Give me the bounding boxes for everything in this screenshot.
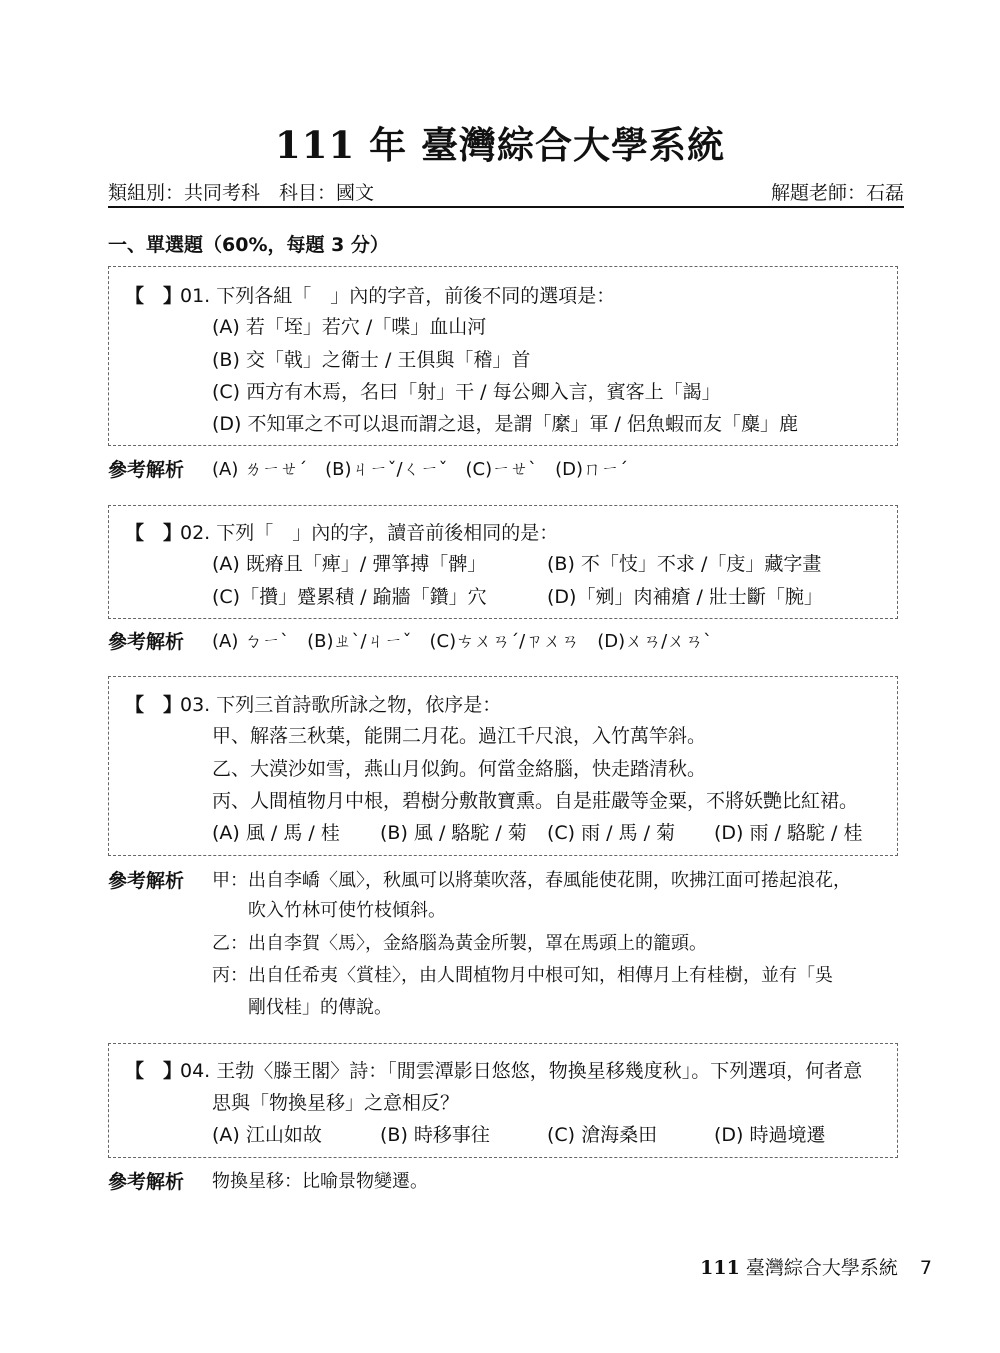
question-stem: 02. 下列「 」內的字，讀音前後相同的是： xyxy=(180,522,559,544)
answer-text: 吹入竹林可使竹枝傾斜。 xyxy=(248,900,446,921)
answer-bracket: 【 】 xyxy=(125,1060,183,1082)
option-b: (B) 風 / 駱駝 / 菊 xyxy=(380,822,527,844)
poem-line-3: 丙、人間植物月中根，碧樹分敷散寶熏。自是莊嚴等金粟，不將妖艷比紅裙。 xyxy=(212,790,859,812)
answer-text: 丙：出自任希夷〈賞桂〉，由人間植物月中根可知，相傳月上有桂樹，並有「吳 xyxy=(212,965,833,986)
poem-line-2: 乙、大漠沙如雪，燕山月似鉤。何當金絡腦，快走踏清秋。 xyxy=(212,758,707,780)
option-c: (C) 滄海桑田 xyxy=(547,1124,658,1146)
section-heading: 一、單選題（60%，每題 3 分） xyxy=(108,234,389,256)
option-d: (D) 不知軍之不可以退而謂之退，是謂「縻」軍 / 侶魚蝦而友「麋」鹿 xyxy=(212,413,798,435)
answer-label: 參考解析 xyxy=(108,1171,185,1193)
footer-title: 臺灣綜合大學系統 xyxy=(745,1257,898,1279)
page-footer xyxy=(700,1253,932,1280)
question-stem: 01. 下列各組「 」內的字音，前後不同的選項是： xyxy=(180,285,616,307)
option-a: (A) 風 / 馬 / 桂 xyxy=(212,822,340,844)
footer-year: 111 xyxy=(700,1257,740,1279)
answer-bracket: 【 】 xyxy=(125,285,183,307)
header-meta xyxy=(108,178,904,205)
answer-label: 參考解析 xyxy=(108,631,185,653)
subject-info: 類組別：共同考科 科目：國文 xyxy=(108,182,375,204)
answer-bracket: 【 】 xyxy=(125,694,183,716)
option-b: (B) 時移事往 xyxy=(380,1124,490,1146)
option-c: (C) 雨 / 馬 / 菊 xyxy=(547,822,676,844)
option-c: (C) 西方有木焉，名曰「射」干 / 每公卿入言，賓客上「謁」 xyxy=(212,381,721,403)
answer-text: (A) ㄌㄧㄝˊ (B)ㄐㄧˇ/ㄑㄧˇ (C)ㄧㄝˋ (D)ㄇㄧˊ xyxy=(212,459,629,480)
option-d: (D)「剜」肉補瘡 / 壯士斷「腕」 xyxy=(547,586,823,608)
option-d: (D) 雨 / 駱駝 / 桂 xyxy=(714,822,863,844)
option-b: (B) 交「戟」之衛士 / 王俱與「稽」首 xyxy=(212,349,531,371)
page-title: 111 年 臺灣綜合大學系統 xyxy=(275,123,725,167)
answer-text: (A) ㄅㄧˋ (B)ㄓˋ/ㄐㄧˇ (C)ㄘㄨㄢˊ/ㄗㄨㄢ (D)ㄨㄢ/ㄨㄢˋ xyxy=(212,631,713,652)
answer-text: 乙：出自李賀〈馬〉，金絡腦為黃金所製，罩在馬頭上的籠頭。 xyxy=(212,933,707,954)
answer-text: 剛伐桂」的傳說。 xyxy=(248,997,392,1018)
teacher-info: 解題老師：石磊 xyxy=(770,182,904,204)
answer-label: 參考解析 xyxy=(108,459,185,481)
question-stem: 04. 王勃〈滕王閣〉詩：「閒雲潭影日悠悠，物換星移幾度秋」。下列選項，何者意 xyxy=(180,1060,863,1082)
answer-text: 物換星移：比喻景物變遷。 xyxy=(212,1171,428,1192)
option-a: (A) 若「垤」若穴 /「喋」血山河 xyxy=(212,316,487,338)
question-stem-cont: 思與「物換星移」之意相反？ xyxy=(212,1092,460,1114)
answer-bracket: 【 】 xyxy=(125,522,183,544)
page-number: 7 xyxy=(919,1257,932,1279)
answer-label: 參考解析 xyxy=(108,870,185,892)
option-a: (A) 江山如故 xyxy=(212,1124,322,1146)
answer-text: 甲：出自李嶠〈風〉，秋風可以將葉吹落，春風能使花開，吹拂江面可捲起浪花， xyxy=(212,870,851,891)
question-stem: 03. 下列三首詩歌所詠之物，依序是： xyxy=(180,694,502,716)
option-b: (B) 不「忮」不求 /「庋」藏字畫 xyxy=(547,553,822,575)
header-divider xyxy=(108,206,904,208)
option-a: (A) 既瘠且「痺」/ 彈箏搏「髀」 xyxy=(212,553,487,575)
option-c: (C)「攢」蹙累積 / 踰牆「鑽」穴 xyxy=(212,586,487,608)
option-d: (D) 時過境遷 xyxy=(714,1124,826,1146)
poem-line-1: 甲、解落三秋葉，能開二月花。過江千尺浪，入竹萬竿斜。 xyxy=(212,725,707,747)
